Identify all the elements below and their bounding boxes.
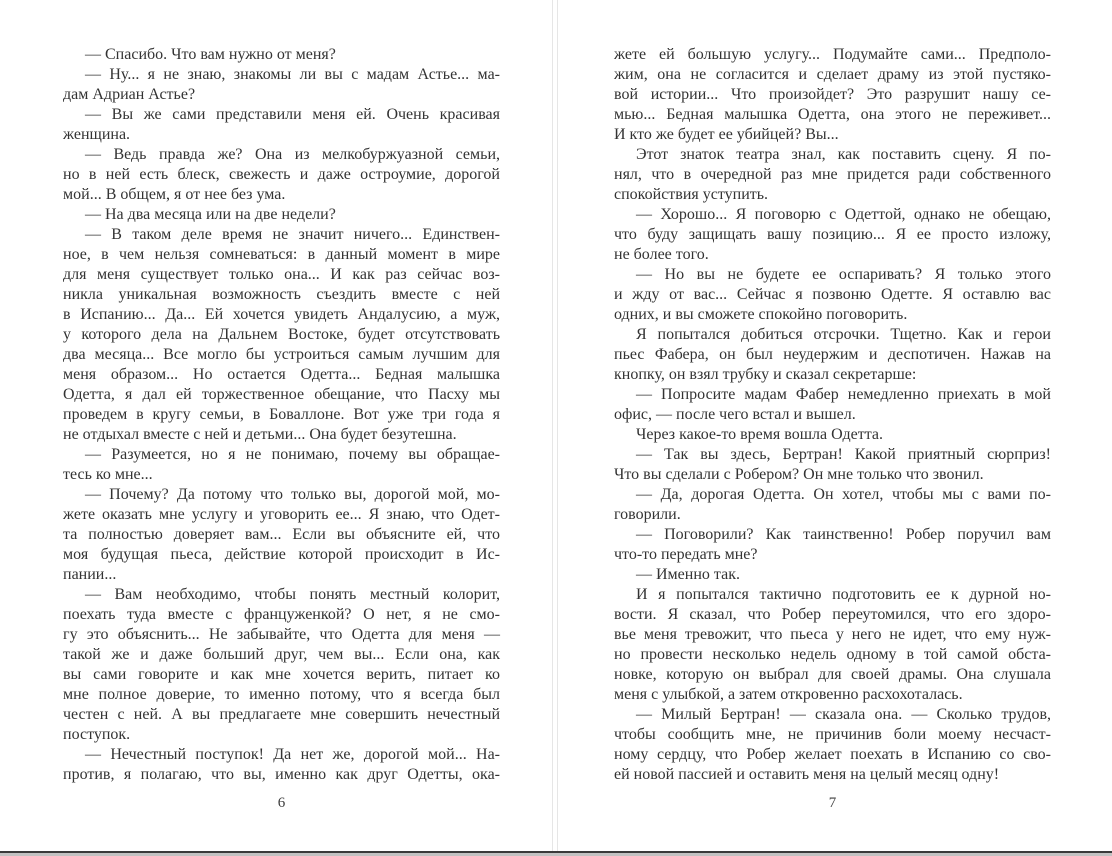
text-line: не отдыхал вместе с ней и детьми... Она будет безутешна. (63, 426, 457, 443)
text-line: — Так вы здесь, Бертран! Какой приятный сюрприз! (636, 446, 1051, 463)
text-line: что буду защищать вашу позицию... Я ее просто изложу, (614, 226, 1051, 243)
text-line: мью... Бедная малышка Одетта, она этого не переживет... (614, 106, 1051, 123)
text-line: спокойствия уступить. (614, 186, 769, 203)
text-line: — Поговорили? Как таинственно! Робер поручил вам (636, 526, 1051, 543)
text-line: — Вы же сами представили меня ей. Очень красивая (85, 106, 500, 123)
text-line: — В таком деле время не значит ничего... Единствен- (85, 226, 500, 243)
text-line: женщина. (63, 126, 131, 143)
text-line: меня образом... Но остается Одетта... Бедная малышка (63, 366, 500, 383)
text-line: тесь ко мне... (63, 466, 153, 483)
page-gutter-divider (552, 0, 558, 851)
text-line: кнопку, он взял трубку и сказал секретарше: (614, 366, 917, 383)
text-line: вы сами говорите и как мне хочется верить, питает ко (63, 666, 500, 683)
text-line: — Но вы не будете ее оспаривать? Я только этого (636, 266, 1051, 283)
text-line: и жду от вас... Сейчас я позвоню Одетте. Я оставлю вас (614, 286, 1051, 303)
text-line: — На два месяца или на две недели? (85, 206, 336, 223)
text-line: та полностью доверяет вам... Если вы объясните ей, что (63, 526, 500, 543)
text-line: одних, и вы сможете спокойно поговорить. (614, 306, 908, 323)
text-line: И кто же будет ее убийцей? Вы... (614, 126, 839, 143)
text-line: ное, в чем нельзя сомневаться: в данный момент в мире (63, 246, 500, 263)
text-line: никла уникальная возможность съездить вместе с ней (63, 286, 500, 303)
text-line: И я попытался тактично подготовить ее к дурной но- (636, 586, 1051, 603)
text-line: в Испанию... Да... Ей хочется увидеть Андалусию, а муж, (63, 306, 500, 323)
text-line: ному сердцу, что Робер желает поехать в Испанию со сво- (614, 746, 1051, 763)
text-line: но в ней есть блеск, свежесть и даже остроумие, дорогой (63, 166, 500, 183)
text-line: жете оказать мне услугу и уговорить ее... Я знаю, что Одет- (63, 506, 500, 523)
text-line: — Нечестный поступок! Да нет же, дорогой мой... На- (85, 746, 500, 763)
text-line: моя будущая пьеса, действие которой происходит в Ис- (63, 546, 500, 563)
text-line: что-то передать мне? (614, 546, 758, 563)
text-line: Этот знаток театра знал, как поставить сцену. Я по- (636, 146, 1051, 163)
text-line: нял, что в очередной раз мне придется ради собственного (614, 166, 1051, 183)
text-line: проведем в кругу семьи, в Боваллоне. Вот уже три года я (63, 406, 500, 423)
text-line: два месяца... Все могло бы устроиться самым лучшим для (63, 346, 500, 363)
text-line: чтобы сообщить мне, не причинив боли моему несчаст- (614, 726, 1051, 743)
text-line: — Попросите мадам Фабер немедленно приехать в мой (636, 386, 1051, 403)
text-line: не более того. (614, 246, 709, 263)
text-line: пании... (63, 566, 117, 583)
screen-bottom-edge (0, 851, 1112, 856)
text-line: для меня существует только она... И как раз сейчас воз- (63, 266, 500, 283)
text-line: против, я полагаю, что вы, именно как друг Одетты, ока- (63, 766, 500, 783)
text-line: пьес Фабера, он был неудержим и деспотичен. Нажав на (614, 346, 1051, 363)
text-line: поехать туда вместе с француженкой? О нет, я не смо- (63, 606, 500, 623)
text-line: но провести несколько недель одному в той самой обста- (614, 646, 1051, 663)
text-line: ей новой пассией и оставить меня на целый месяц одну! (614, 766, 1000, 783)
text-line: — Вам необходимо, чтобы понять местный колорит, (85, 586, 500, 603)
text-line: — Ну... я не знаю, знакомы ли вы с мадам Астье... ма- (85, 66, 500, 83)
text-line: вой истории... Что произойдет? Это разрушит нашу се- (614, 86, 1051, 103)
text-line: — Спасибо. Что вам нужно от меня? (85, 46, 336, 63)
text-line: жете ей большую услугу... Подумайте сами... Предполо- (614, 46, 1051, 63)
text-line: новке, которую он выбрал для своей драмы. Она слушала (614, 666, 1051, 683)
text-line: — Ведь правда же? Она из мелкобуржуазной семьи, (85, 146, 500, 163)
text-line: — Разумеется, но я не понимаю, почему вы обращае- (85, 446, 500, 463)
text-line: говорили. (614, 506, 681, 523)
page-right-text (614, 45, 1051, 785)
text-line: мне полное доверие, то именно потому, что я всегда был (63, 686, 500, 703)
text-line: Что вы сделали с Робером? Он мне только что звонил. (614, 466, 984, 483)
text-line: — Именно так. (636, 566, 740, 583)
page-number: 6 (277, 795, 286, 811)
text-line: вье меня тревожит, что пьеса у него не идет, что ему нуж- (614, 626, 1051, 643)
text-line: — Хорошо... Я поговорю с Одеттой, однако не обещаю, (636, 206, 1051, 223)
text-line: Через какое-то время вошла Одетта. (636, 426, 883, 443)
text-line: Одетта, я дал ей торжественное обещание, что Пасху мы (63, 386, 500, 403)
page-left-text (63, 45, 500, 785)
text-line: — Да, дорогая Одетта. Он хотел, чтобы мы с вами по- (636, 486, 1051, 503)
text-line: честен с ней. А вы предлагаете мне совершить нечестный (63, 706, 500, 723)
text-line: — Почему? Да потому что только вы, дорогой мой, мо- (85, 486, 500, 503)
text-line: гу это объяснить... Не забывайте, что Одетта для меня — (63, 626, 500, 643)
text-line: офис, — после чего встал и вышел. (614, 406, 856, 423)
text-line: поступок. (63, 726, 131, 743)
page-left (63, 45, 500, 812)
text-line: вости. Я сказал, что Робер переутомился, что его здоро- (614, 606, 1051, 623)
text-line: жим, она не согласится и сделает драму из этой пустяко- (614, 66, 1051, 83)
text-line: дам Адриан Астье? (63, 86, 196, 103)
page-right (614, 45, 1051, 812)
page-number: 7 (828, 795, 837, 811)
text-line: меня с улыбкой, а затем откровенно расхохоталась. (614, 686, 963, 703)
text-line: мой... В общем, я от нее без ума. (63, 186, 286, 203)
text-line: такой же и даже больший друг, чем вы... Если она, как (63, 646, 500, 663)
text-line: у которого дела на Дальнем Востоке, будет отсутствовать (63, 326, 500, 343)
text-line: — Милый Бертран! — сказала она. — Сколько трудов, (636, 706, 1051, 723)
text-line: Я попытался добиться отсрочки. Тщетно. Как и герои (636, 326, 1051, 343)
